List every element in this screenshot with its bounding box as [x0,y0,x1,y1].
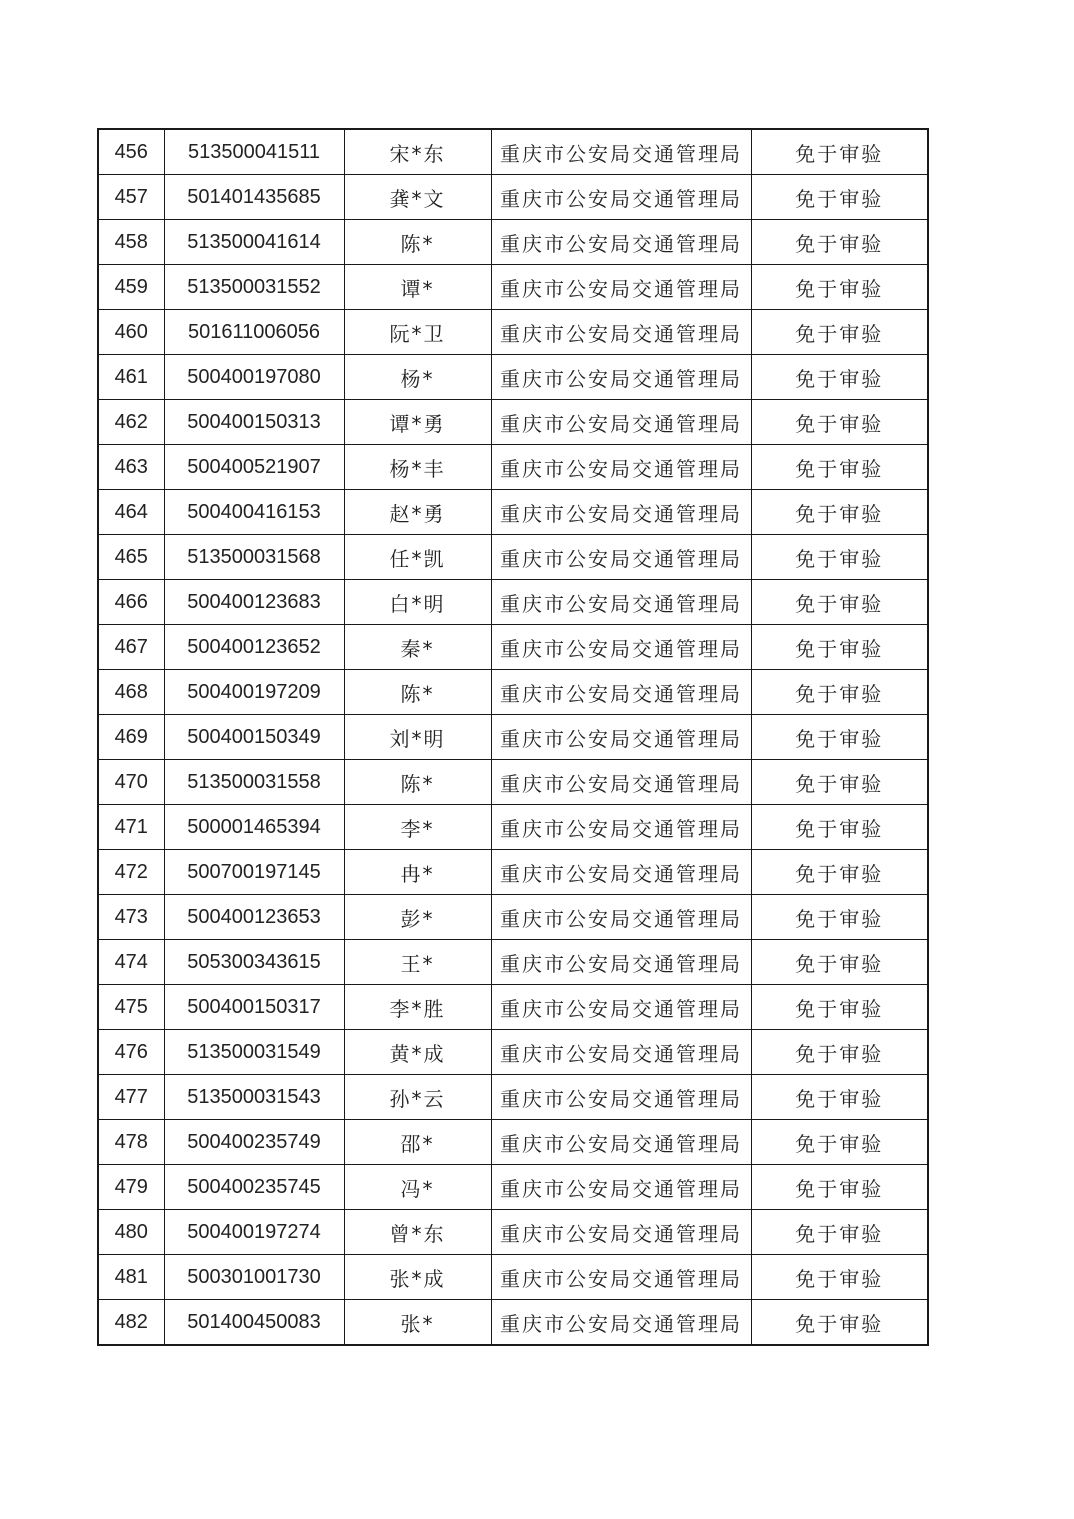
cell-review-status: 免于审验 [751,490,928,535]
cell-seq-number: 466 [98,580,164,625]
cell-license-id: 500001465394 [164,805,344,850]
cell-seq-number: 471 [98,805,164,850]
cell-review-status: 免于审验 [751,760,928,805]
cell-seq-number: 461 [98,355,164,400]
cell-seq-number: 465 [98,535,164,580]
table-row [98,850,928,895]
cell-seq-number: 481 [98,1255,164,1300]
cell-issuing-authority: 重庆市公安局交通管理局 [491,1120,751,1165]
cell-seq-number: 482 [98,1300,164,1346]
cell-issuing-authority: 重庆市公安局交通管理局 [491,985,751,1030]
cell-license-id: 500400197080 [164,355,344,400]
cell-review-status: 免于审验 [751,445,928,490]
cell-person-name: 任*凯 [344,535,491,580]
cell-person-name: 阮*卫 [344,310,491,355]
table-row [98,129,928,175]
cell-person-name: 谭*勇 [344,400,491,445]
cell-review-status: 免于审验 [751,985,928,1030]
table-row [98,580,928,625]
cell-issuing-authority: 重庆市公安局交通管理局 [491,940,751,985]
cell-person-name: 龚*文 [344,175,491,220]
cell-issuing-authority: 重庆市公安局交通管理局 [491,220,751,265]
cell-person-name: 刘*明 [344,715,491,760]
cell-license-id: 505300343615 [164,940,344,985]
table-row [98,670,928,715]
cell-seq-number: 475 [98,985,164,1030]
cell-seq-number: 463 [98,445,164,490]
table-row [98,1255,928,1300]
cell-review-status: 免于审验 [751,310,928,355]
cell-license-id: 513500041511 [164,129,344,175]
cell-person-name: 陈* [344,760,491,805]
cell-person-name: 邵* [344,1120,491,1165]
records-table [97,128,929,1346]
cell-license-id: 500400150317 [164,985,344,1030]
cell-seq-number: 474 [98,940,164,985]
table-row [98,1075,928,1120]
cell-seq-number: 469 [98,715,164,760]
cell-person-name: 张*成 [344,1255,491,1300]
cell-license-id: 501401435685 [164,175,344,220]
cell-issuing-authority: 重庆市公安局交通管理局 [491,1030,751,1075]
cell-issuing-authority: 重庆市公安局交通管理局 [491,760,751,805]
cell-review-status: 免于审验 [751,1120,928,1165]
cell-person-name: 冯* [344,1165,491,1210]
cell-seq-number: 456 [98,129,164,175]
cell-seq-number: 480 [98,1210,164,1255]
cell-person-name: 王* [344,940,491,985]
cell-seq-number: 462 [98,400,164,445]
cell-seq-number: 459 [98,265,164,310]
cell-license-id: 500400197209 [164,670,344,715]
table-row [98,490,928,535]
cell-seq-number: 467 [98,625,164,670]
cell-license-id: 500400123683 [164,580,344,625]
cell-review-status: 免于审验 [751,805,928,850]
cell-review-status: 免于审验 [751,625,928,670]
cell-person-name: 李*胜 [344,985,491,1030]
cell-license-id: 501400450083 [164,1300,344,1346]
table-row [98,805,928,850]
cell-issuing-authority: 重庆市公安局交通管理局 [491,1255,751,1300]
table-row [98,1300,928,1346]
cell-review-status: 免于审验 [751,1300,928,1346]
cell-license-id: 501611006056 [164,310,344,355]
cell-seq-number: 470 [98,760,164,805]
cell-license-id: 513500031568 [164,535,344,580]
cell-seq-number: 464 [98,490,164,535]
cell-issuing-authority: 重庆市公安局交通管理局 [491,355,751,400]
cell-review-status: 免于审验 [751,1030,928,1075]
cell-person-name: 白*明 [344,580,491,625]
cell-license-id: 500400123652 [164,625,344,670]
cell-issuing-authority: 重庆市公安局交通管理局 [491,895,751,940]
cell-license-id: 500400150313 [164,400,344,445]
cell-issuing-authority: 重庆市公安局交通管理局 [491,805,751,850]
cell-person-name: 秦* [344,625,491,670]
cell-person-name: 孙*云 [344,1075,491,1120]
cell-issuing-authority: 重庆市公安局交通管理局 [491,265,751,310]
cell-review-status: 免于审验 [751,129,928,175]
cell-license-id: 500400235749 [164,1120,344,1165]
cell-review-status: 免于审验 [751,1255,928,1300]
cell-review-status: 免于审验 [751,175,928,220]
cell-seq-number: 460 [98,310,164,355]
cell-license-id: 500400416153 [164,490,344,535]
cell-license-id: 513500031558 [164,760,344,805]
table-row [98,1165,928,1210]
cell-review-status: 免于审验 [751,940,928,985]
cell-issuing-authority: 重庆市公安局交通管理局 [491,670,751,715]
cell-person-name: 曾*东 [344,1210,491,1255]
cell-issuing-authority: 重庆市公安局交通管理局 [491,490,751,535]
cell-review-status: 免于审验 [751,220,928,265]
cell-person-name: 黄*成 [344,1030,491,1075]
cell-license-id: 500400235745 [164,1165,344,1210]
cell-issuing-authority: 重庆市公安局交通管理局 [491,310,751,355]
table-row [98,175,928,220]
cell-issuing-authority: 重庆市公安局交通管理局 [491,175,751,220]
cell-seq-number: 458 [98,220,164,265]
cell-license-id: 500301001730 [164,1255,344,1300]
cell-issuing-authority: 重庆市公安局交通管理局 [491,850,751,895]
cell-issuing-authority: 重庆市公安局交通管理局 [491,580,751,625]
cell-review-status: 免于审验 [751,1210,928,1255]
cell-seq-number: 478 [98,1120,164,1165]
cell-issuing-authority: 重庆市公安局交通管理局 [491,1300,751,1346]
cell-seq-number: 477 [98,1075,164,1120]
cell-person-name: 陈* [344,670,491,715]
cell-license-id: 500400197274 [164,1210,344,1255]
cell-seq-number: 476 [98,1030,164,1075]
cell-seq-number: 472 [98,850,164,895]
cell-seq-number: 457 [98,175,164,220]
cell-person-name: 宋*东 [344,129,491,175]
cell-person-name: 彭* [344,895,491,940]
table-row [98,1120,928,1165]
cell-license-id: 513500031552 [164,265,344,310]
cell-person-name: 杨* [344,355,491,400]
table-row [98,940,928,985]
table-row [98,985,928,1030]
cell-issuing-authority: 重庆市公安局交通管理局 [491,445,751,490]
cell-license-id: 513500041614 [164,220,344,265]
cell-issuing-authority: 重庆市公安局交通管理局 [491,1165,751,1210]
cell-review-status: 免于审验 [751,850,928,895]
table-row [98,265,928,310]
cell-review-status: 免于审验 [751,535,928,580]
cell-seq-number: 473 [98,895,164,940]
cell-review-status: 免于审验 [751,580,928,625]
cell-license-id: 500400150349 [164,715,344,760]
cell-issuing-authority: 重庆市公安局交通管理局 [491,535,751,580]
cell-review-status: 免于审验 [751,1165,928,1210]
cell-issuing-authority: 重庆市公安局交通管理局 [491,400,751,445]
cell-review-status: 免于审验 [751,265,928,310]
cell-license-id: 500700197145 [164,850,344,895]
table-row [98,760,928,805]
table-row [98,220,928,265]
cell-review-status: 免于审验 [751,1075,928,1120]
cell-review-status: 免于审验 [751,895,928,940]
table-row [98,895,928,940]
cell-person-name: 杨*丰 [344,445,491,490]
cell-issuing-authority: 重庆市公安局交通管理局 [491,715,751,760]
table-row [98,400,928,445]
records-body [98,129,928,1345]
table-row [98,715,928,760]
cell-license-id: 500400521907 [164,445,344,490]
cell-issuing-authority: 重庆市公安局交通管理局 [491,625,751,670]
cell-license-id: 513500031549 [164,1030,344,1075]
cell-issuing-authority: 重庆市公安局交通管理局 [491,1075,751,1120]
cell-person-name: 谭* [344,265,491,310]
cell-person-name: 赵*勇 [344,490,491,535]
cell-issuing-authority: 重庆市公安局交通管理局 [491,1210,751,1255]
table-row [98,1030,928,1075]
cell-review-status: 免于审验 [751,400,928,445]
cell-person-name: 冉* [344,850,491,895]
table-row [98,310,928,355]
table-row [98,1210,928,1255]
cell-seq-number: 479 [98,1165,164,1210]
cell-review-status: 免于审验 [751,670,928,715]
table-row [98,355,928,400]
table-row [98,625,928,670]
cell-license-id: 513500031543 [164,1075,344,1120]
cell-person-name: 李* [344,805,491,850]
cell-review-status: 免于审验 [751,715,928,760]
cell-issuing-authority: 重庆市公安局交通管理局 [491,129,751,175]
cell-seq-number: 468 [98,670,164,715]
table-row [98,535,928,580]
cell-review-status: 免于审验 [751,355,928,400]
table-row [98,445,928,490]
cell-person-name: 陈* [344,220,491,265]
cell-person-name: 张* [344,1300,491,1346]
cell-license-id: 500400123653 [164,895,344,940]
